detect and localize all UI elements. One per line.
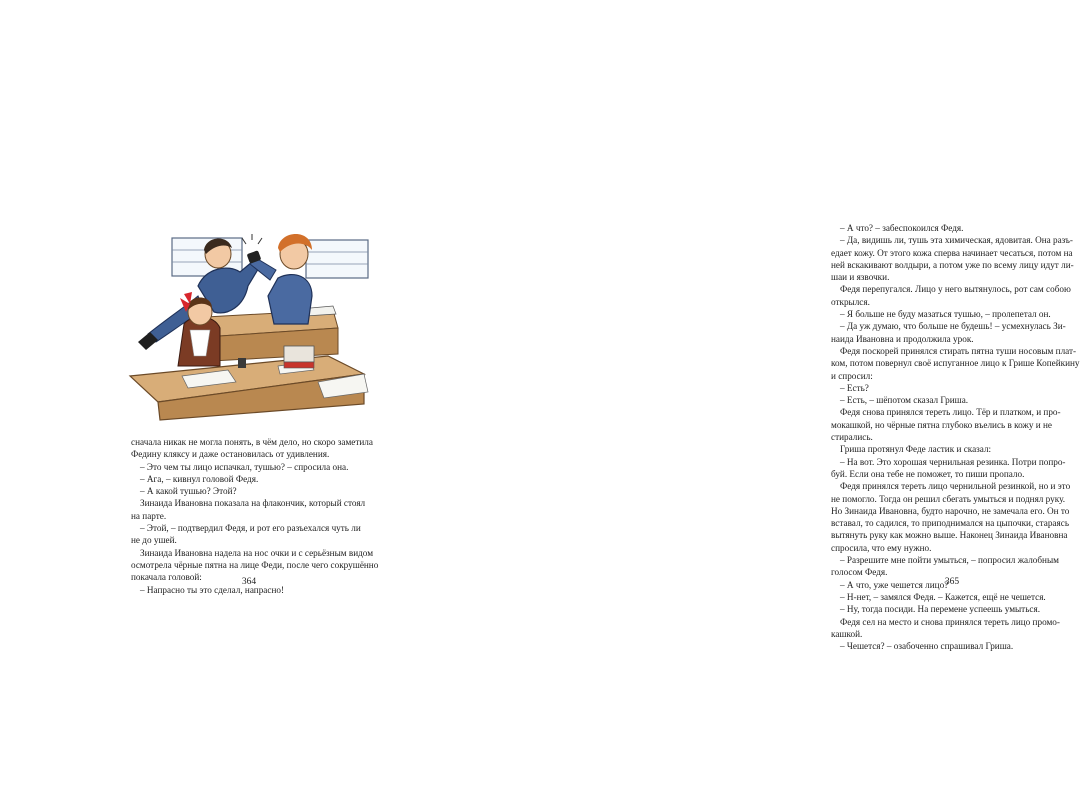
text-line: покачала головой:: [131, 572, 202, 583]
text-line: – Есть, – шёпотом сказал Гриша.: [840, 395, 969, 406]
text-line: – Чешется? – озабоченно спрашивал Гриша.: [840, 641, 1014, 652]
page-number: 364: [241, 577, 257, 587]
text-line: – А что? – забеспокоился Федя.: [840, 223, 964, 233]
text-line: Зинаида Ивановна надела на нос очки и с серьёзным видом: [140, 547, 374, 558]
text-line: едает кожу. От этого кожа сперва начинает чесаться, потом на: [831, 247, 1073, 258]
text-line: Федя снова принялся тереть лицо. Тёр и платком, и про-: [840, 407, 1061, 418]
text-line: – На вот. Это хорошая чернильная резинка. Потри попро-: [840, 456, 1066, 467]
text-line: Но Зинаида Ивановна, будто нарочно, не замечала его. Он то: [831, 505, 1070, 516]
text-line: – Ага, – кивнул головой Федя.: [140, 473, 259, 484]
text-line: – Да, видишь ли, тушь эта химическая, ядовитая. Она разъ-: [840, 235, 1073, 246]
text-line: осмотрела чёрные пятна на лице Феди, после чего сокрушённо: [131, 559, 379, 570]
text-line: голосом Федя.: [831, 567, 888, 578]
text-line: Зинаида Ивановна показала на флакончик, который стоял: [140, 498, 366, 509]
text-line: Федя перепугался. Лицо у него вытянулось, рот сам собою: [840, 284, 1071, 295]
text-line: сначала никак не могла понять, в чём дело, но скоро заметила: [131, 437, 373, 447]
classroom-illustration: [128, 206, 370, 422]
text-line: шаи и язвочки.: [831, 272, 890, 283]
text-line: на парте.: [131, 510, 167, 521]
right-page: [400, 0, 1080, 800]
text-line: вытянуть руку как можно выше. Наконец Зинаида Ивановна: [831, 530, 1068, 541]
text-line: – Есть?: [840, 382, 869, 393]
left-page: [0, 0, 400, 800]
text-line: вставал, то садился, то приподнимался на цыпочки, стараясь: [831, 518, 1070, 529]
text-line: не до ушей.: [131, 535, 177, 546]
text-line: мокашкой, но чёрные пятна глубоко въелись в кожу и не: [831, 419, 1052, 430]
text-line: кашкой.: [831, 628, 863, 639]
right-page-text: [831, 222, 1080, 652]
text-line: – Ну, тогда посиди. На перемене успеешь умыться.: [840, 604, 1040, 615]
text-line: ней вскакивают волдыри, а потом уже по всему лицу идут ли-: [831, 259, 1074, 270]
text-line: – Этой, – подтвердил Федя, и рот его разъехался чуть ли: [140, 523, 361, 534]
text-line: – Это чем ты лицо испачкал, тушью? – спросила она.: [140, 461, 349, 472]
text-line: – Да уж думаю, что больше не будешь! – усмехнулась Зи-: [840, 321, 1066, 332]
text-line: ком, потом повернул своё испуганное лицо к Грише Копейкину: [831, 358, 1080, 369]
text-line: Федя поскорей принялся стирать пятна туши носовым плат-: [840, 345, 1077, 356]
text-line: наида Ивановна и продолжила урок.: [831, 333, 974, 344]
text-line: – Напрасно ты это сделал, напрасно!: [140, 584, 285, 595]
text-line: Федя сел на место и снова принялся тереть лицо промо-: [840, 616, 1060, 627]
text-line: буй. Если она тебе не поможет, то пиши пропало.: [831, 468, 1025, 479]
text-line: открылся.: [831, 296, 870, 307]
text-line: – Разрешите мне пойти умыться, – попросил жалобным: [840, 555, 1059, 566]
text-line: спросила, что ему нужно.: [831, 542, 932, 553]
text-line: не помогло. Тогда он решил сбегать умыться и поднял руку.: [831, 493, 1066, 504]
text-line: – Я больше не буду мазаться тушью, – пролепетал он.: [840, 309, 1051, 320]
text-line: – Н-нет, – замялся Федя. – Кажется, ещё не чешется.: [840, 591, 1046, 602]
text-line: Гриша протянул Феде ластик и сказал:: [840, 444, 992, 455]
left-page-text: [131, 436, 379, 596]
text-line: Федя принялся тереть лицо чернильной резинкой, но и это: [840, 481, 1071, 492]
text-line: стирались.: [831, 432, 873, 443]
page-number: 365: [944, 577, 960, 587]
text-line: – А какой тушью? Этой?: [140, 486, 237, 497]
text-line: и спросил:: [831, 370, 873, 381]
text-line: – А что, уже чешется лицо?: [840, 579, 949, 590]
text-line: Федину кляксу и даже остановилась от удивления.: [131, 449, 330, 460]
